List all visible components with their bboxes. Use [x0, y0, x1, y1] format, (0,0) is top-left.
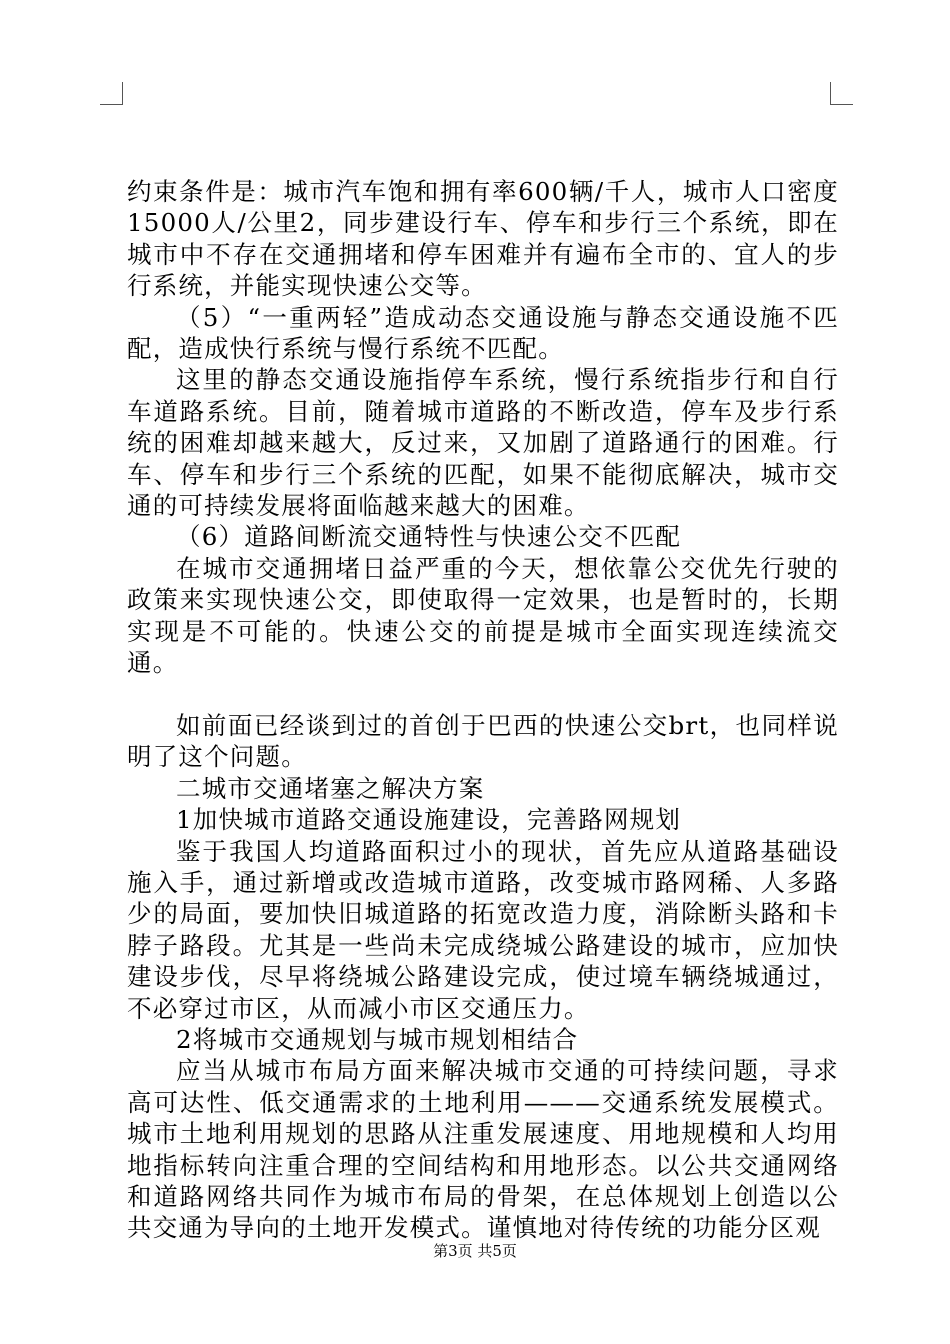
paragraph-7: 鉴于我国人均道路面积过小的现状，首先应从道路基础设施入手，通过新增或改造城市道路，改变城市路网稀、人多路少的局面，要加快旧城道路的拓宽改造力度，消除断头路和卡脖子路段。尤其是一些尚未完成绕城公路建设的城市，应加快建设步伐，尽早将绕城公路建设完成，使过境车辆绕城通过，不必穿过市区，从而减小市区交通压力。	[127, 836, 839, 1023]
crop-mark-top-left	[100, 82, 123, 105]
subheading-2: 2将城市交通规划与城市规划相结合	[176, 1024, 579, 1054]
subheading-1: 1加快城市道路交通设施建设，完善路网规划	[176, 805, 682, 835]
document-body	[127, 176, 839, 1244]
paragraph-5: 在城市交通拥堵日益严重的今天，想依靠公交优先行驶的政策来实现快速公交，即使取得一定效果，也是暂时的，长期实现是不可能的。快速公交的前提是城市全面实现连续流交通。	[127, 553, 839, 678]
paragraph-8: 应当从城市布局方面来解决城市交通的可持续问题，寻求高可达性、低交通需求的土地利用———交通系统发展模式。城市土地利用规划的思路从注重发展速度、用地规模和人均用地指标转向注重合理的空间结构和用地形态。以公共交通网络和道路网络共同作为城市布局的骨架，在总体规划上创造以公共交通为导向的土地开发模式。谨慎地对待传统的功能分区观	[127, 1056, 839, 1243]
paragraph-1: 约束条件是：城市汽车饱和拥有率600辆/千人，城市人口密度15000人/公里2，同步建设行车、停车和步行三个系统，即在城市中不存在交通拥堵和停车困难并有遍布全市的、宜人的步行系统，并能实现快速公交等。	[127, 177, 839, 301]
crop-mark-top-right	[830, 82, 853, 105]
page-footer: 第3页 共5页	[433, 1242, 517, 1260]
blank-line	[127, 679, 839, 710]
paragraph-4: （6）道路间断流交通特性与快速公交不匹配	[176, 522, 682, 552]
paragraph-3: 这里的静态交通设施指停车系统，慢行系统指步行和自行车道路系统。目前，随着城市道路的不断改造，停车及步行系统的困难却越来越大，反过来，又加剧了道路通行的困难。行车、停车和步行三个系统的匹配，如果不能彻底解决，城市交通的可持续发展将面临越来越大的困难。	[127, 365, 839, 521]
section-heading: 二城市交通堵塞之解决方案	[176, 773, 485, 803]
paragraph-6: 如前面已经谈到过的首创于巴西的快速公交brt，也同样说明了这个问题。	[127, 710, 839, 772]
paragraph-2: （5）“一重两轻”造成动态交通设施与静态交通设施不匹配，造成快行系统与慢行系统不匹配。	[127, 302, 839, 364]
